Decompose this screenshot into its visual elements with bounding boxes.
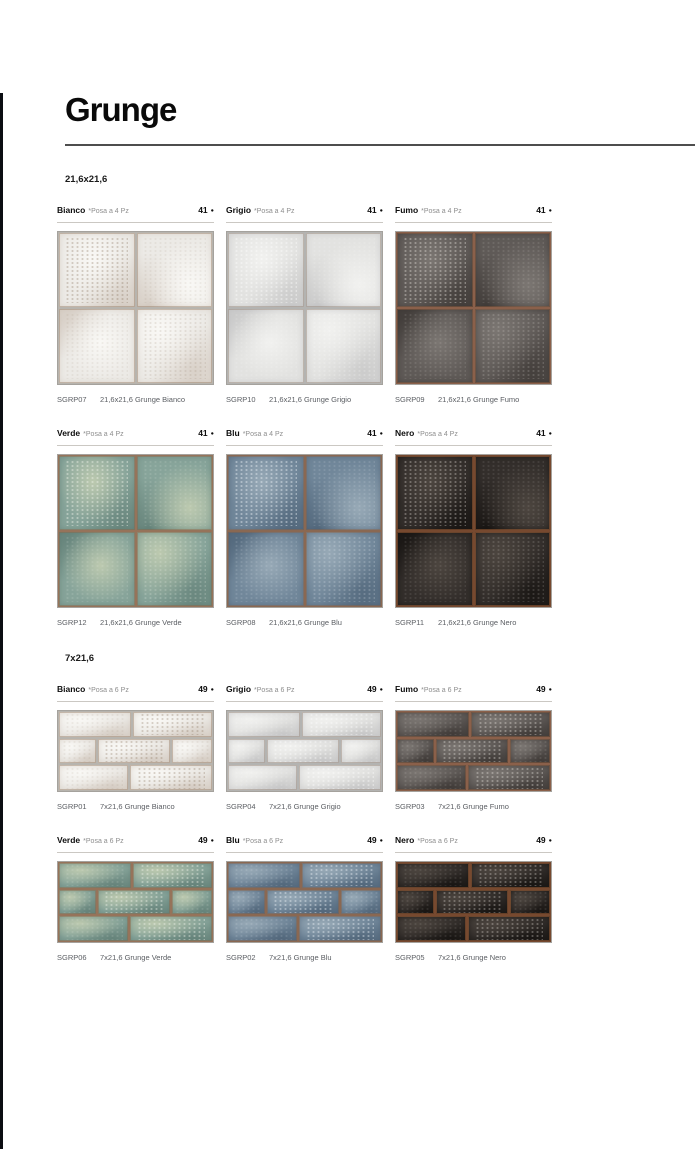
- product-grid-21x21: [57, 205, 552, 627]
- tile-swatch: [59, 456, 135, 530]
- product-description: 21,6x21,6 Grunge Verde: [100, 618, 182, 627]
- tile-swatch: [397, 309, 473, 383]
- filled-dot-icon: ●: [210, 431, 214, 437]
- brick: [98, 890, 170, 915]
- brick: [397, 739, 434, 764]
- product-packing-note: *Posa a 6 Pz: [417, 838, 458, 845]
- product-caption: [395, 395, 552, 404]
- product-packing-note: *Posa a 4 Pz: [421, 208, 462, 215]
- product-description: 21,6x21,6 Grunge Fumo: [438, 395, 520, 404]
- product-packing-note: *Posa a 4 Pz: [254, 208, 295, 215]
- tile-swatch: [137, 456, 213, 530]
- product-description: 7x21,6 Grunge Bianco: [100, 802, 175, 811]
- tile-swatch: [306, 309, 382, 383]
- product-price: 41: [367, 428, 377, 438]
- product-code: SGRP07: [57, 395, 87, 404]
- brick-row: [228, 916, 381, 941]
- product-packing-note: *Posa a 6 Pz: [88, 687, 129, 694]
- product-code: SGRP01: [57, 802, 87, 811]
- brick: [468, 916, 550, 941]
- brick: [172, 739, 212, 764]
- brick: [228, 863, 300, 888]
- tile-swatch: [137, 309, 213, 383]
- brick-row: [228, 765, 381, 790]
- brick: [228, 739, 265, 764]
- product-color-name: Nero: [395, 835, 415, 845]
- brick: [228, 712, 300, 737]
- page-title: Grunge: [65, 91, 177, 128]
- tile-photo-blu-7x21: [226, 861, 383, 943]
- product-color-name: Fumo: [395, 684, 419, 694]
- product-price: 49: [367, 684, 377, 694]
- brick-row: [397, 916, 550, 941]
- product-packing-note: *Posa a 4 Pz: [242, 431, 284, 438]
- brick: [471, 863, 550, 888]
- tile-photo-verde-21x21: [57, 454, 214, 608]
- product-caption: [226, 802, 383, 811]
- brick: [228, 890, 265, 915]
- product-code: SGRP10: [226, 395, 256, 404]
- tile-photo-nero-7x21: [395, 861, 552, 943]
- product-code: SGRP03: [395, 802, 425, 811]
- product-description: 7x21,6 Grunge Verde: [100, 953, 172, 962]
- brick: [130, 765, 212, 790]
- tile-photo-grigio-21x21: [226, 231, 383, 385]
- product-code: SGRP06: [57, 953, 87, 962]
- brick: [130, 916, 212, 941]
- brick-row: [59, 712, 212, 737]
- filled-dot-icon: ●: [210, 208, 214, 214]
- product-price: 49: [198, 684, 208, 694]
- product-header: [226, 205, 383, 223]
- product-header: [57, 835, 214, 853]
- filled-dot-icon: ●: [210, 838, 214, 844]
- brick-row: [397, 890, 550, 915]
- tile-swatch: [306, 456, 382, 530]
- brick-row: [228, 739, 381, 764]
- product-price: 49: [367, 835, 377, 845]
- product-price: 41: [367, 205, 377, 215]
- brick: [228, 765, 297, 790]
- product-description: 21,6x21,6 Grunge Nero: [438, 618, 517, 627]
- tile-swatch: [397, 532, 473, 606]
- product-card-sgrp07: [57, 205, 214, 404]
- tile-photo-bianco-21x21: [57, 231, 214, 385]
- tile-swatch: [59, 309, 135, 383]
- tile-swatch: [228, 456, 304, 530]
- tile-swatch: [397, 233, 473, 307]
- brick: [133, 712, 212, 737]
- filled-dot-icon: ●: [379, 431, 383, 437]
- tile-photo-fumo-7x21: [395, 710, 552, 792]
- brick: [98, 739, 170, 764]
- product-color-name: Verde: [57, 428, 81, 438]
- product-color-name: Verde: [57, 835, 81, 845]
- filled-dot-icon: ●: [379, 838, 383, 844]
- product-price: 49: [536, 835, 546, 845]
- product-color-name: Blu: [226, 428, 240, 438]
- tile-photo-bianco-7x21: [57, 710, 214, 792]
- product-description: 7x21,6 Grunge Blu: [269, 953, 332, 962]
- tile-photo-fumo-21x21: [395, 231, 552, 385]
- product-grid-7x21: [57, 684, 552, 962]
- tile-swatch: [397, 456, 473, 530]
- brick-row: [59, 739, 212, 764]
- product-header: [395, 835, 552, 853]
- brick: [436, 739, 508, 764]
- product-packing-note: *Posa a 4 Pz: [417, 431, 458, 438]
- product-card-sgrp12: [57, 428, 214, 627]
- brick: [59, 863, 131, 888]
- brick: [59, 890, 96, 915]
- brick-row: [228, 863, 381, 888]
- brick: [341, 739, 381, 764]
- tile-swatch: [228, 309, 304, 383]
- brick: [302, 863, 381, 888]
- brick: [397, 916, 466, 941]
- product-card-sgrp10: [226, 205, 383, 404]
- brick: [510, 739, 550, 764]
- brick: [397, 863, 469, 888]
- product-color-name: Bianco: [57, 205, 86, 215]
- product-caption: [226, 395, 383, 404]
- filled-dot-icon: ●: [379, 208, 383, 214]
- product-header: [57, 205, 214, 223]
- brick: [397, 712, 469, 737]
- product-card-sgrp08: [226, 428, 383, 627]
- brick-row: [59, 890, 212, 915]
- product-code: SGRP05: [395, 953, 425, 962]
- product-card-sgrp03: [395, 684, 552, 811]
- tile-swatch: [59, 233, 135, 307]
- brick: [59, 765, 128, 790]
- brick: [267, 739, 339, 764]
- brick: [228, 916, 297, 941]
- product-card-sgrp09: [395, 205, 552, 404]
- product-packing-note: *Posa a 6 Pz: [421, 687, 462, 694]
- product-description: 7x21,6 Grunge Nero: [438, 953, 506, 962]
- product-caption: [226, 953, 383, 962]
- product-caption: [57, 953, 214, 962]
- product-code: SGRP11: [395, 618, 425, 627]
- product-price: 41: [536, 428, 546, 438]
- brick: [510, 890, 550, 915]
- product-description: 21,6x21,6 Grunge Grigio: [269, 395, 352, 404]
- product-caption: [57, 802, 214, 811]
- product-code: SGRP09: [395, 395, 425, 404]
- section-label-7x21: 7x21,6: [65, 653, 95, 664]
- brick-row: [397, 765, 550, 790]
- product-card-sgrp02: [226, 835, 383, 962]
- product-caption: [395, 953, 552, 962]
- product-price: 41: [198, 428, 208, 438]
- brick: [397, 765, 466, 790]
- brick-row: [228, 890, 381, 915]
- product-card-sgrp11: [395, 428, 552, 627]
- tile-swatch: [306, 532, 382, 606]
- tile-swatch: [137, 532, 213, 606]
- brick-row: [59, 916, 212, 941]
- product-packing-note: *Posa a 6 Pz: [83, 838, 124, 845]
- product-packing-note: *Posa a 6 Pz: [254, 687, 295, 694]
- filled-dot-icon: ●: [548, 687, 552, 693]
- tile-swatch: [475, 532, 551, 606]
- product-color-name: Grigio: [226, 684, 252, 694]
- tile-swatch: [59, 532, 135, 606]
- product-card-sgrp01: [57, 684, 214, 811]
- brick: [133, 863, 212, 888]
- product-card-sgrp05: [395, 835, 552, 962]
- product-header: [57, 684, 214, 702]
- tile-photo-blu-21x21: [226, 454, 383, 608]
- product-header: [226, 835, 383, 853]
- section-label-21x21: 21,6x21,6: [65, 174, 108, 185]
- product-color-name: Blu: [226, 835, 240, 845]
- brick: [59, 712, 131, 737]
- brick: [172, 890, 212, 915]
- tile-swatch: [475, 456, 551, 530]
- brick-row: [228, 712, 381, 737]
- product-caption: [395, 802, 552, 811]
- brick: [436, 890, 508, 915]
- product-header: [395, 428, 552, 446]
- product-header: [395, 205, 552, 223]
- brick: [397, 890, 434, 915]
- product-code: SGRP04: [226, 802, 256, 811]
- brick: [471, 712, 550, 737]
- brick-row: [397, 863, 550, 888]
- product-header: [226, 684, 383, 702]
- product-packing-note: *Posa a 4 Pz: [83, 431, 124, 438]
- brick: [299, 916, 381, 941]
- tile-photo-verde-7x21: [57, 861, 214, 943]
- product-packing-note: *Posa a 4 Pz: [88, 208, 129, 215]
- brick: [299, 765, 381, 790]
- catalog-page: [57, 93, 695, 962]
- product-description: 7x21,6 Grunge Fumo: [438, 802, 509, 811]
- brick-row: [59, 765, 212, 790]
- product-color-name: Fumo: [395, 205, 419, 215]
- product-price: 49: [536, 684, 546, 694]
- product-card-sgrp06: [57, 835, 214, 962]
- product-header: [226, 428, 383, 446]
- brick: [59, 916, 128, 941]
- page-left-edge-bar: [0, 93, 3, 1149]
- product-color-name: Nero: [395, 428, 415, 438]
- product-price: 49: [198, 835, 208, 845]
- brick: [468, 765, 550, 790]
- tile-swatch: [306, 233, 382, 307]
- title-divider: [65, 144, 695, 146]
- product-description: 21,6x21,6 Grunge Bianco: [100, 395, 186, 404]
- product-caption: [57, 395, 214, 404]
- filled-dot-icon: ●: [548, 431, 552, 437]
- tile-swatch: [228, 532, 304, 606]
- tile-swatch: [475, 233, 551, 307]
- product-description: 7x21,6 Grunge Grigio: [269, 802, 341, 811]
- filled-dot-icon: ●: [548, 208, 552, 214]
- tile-swatch: [475, 309, 551, 383]
- filled-dot-icon: ●: [379, 687, 383, 693]
- product-card-sgrp04: [226, 684, 383, 811]
- product-color-name: Bianco: [57, 684, 86, 694]
- product-code: SGRP12: [57, 618, 87, 627]
- filled-dot-icon: ●: [548, 838, 552, 844]
- product-packing-note: *Posa a 6 Pz: [242, 838, 284, 845]
- product-caption: [57, 618, 214, 627]
- tile-photo-nero-21x21: [395, 454, 552, 608]
- product-header: [57, 428, 214, 446]
- brick: [302, 712, 381, 737]
- product-code: SGRP02: [226, 953, 256, 962]
- brick: [341, 890, 381, 915]
- product-caption: [395, 618, 552, 627]
- product-price: 41: [536, 205, 546, 215]
- product-code: SGRP08: [226, 618, 256, 627]
- brick: [267, 890, 339, 915]
- tile-photo-grigio-7x21: [226, 710, 383, 792]
- brick-row: [397, 712, 550, 737]
- product-description: 21,6x21,6 Grunge Blu: [269, 618, 342, 627]
- tile-swatch: [228, 233, 304, 307]
- filled-dot-icon: ●: [210, 687, 214, 693]
- brick-row: [397, 739, 550, 764]
- product-caption: [226, 618, 383, 627]
- product-price: 41: [198, 205, 208, 215]
- product-header: [395, 684, 552, 702]
- brick-row: [59, 863, 212, 888]
- product-color-name: Grigio: [226, 205, 252, 215]
- brick: [59, 739, 96, 764]
- tile-swatch: [137, 233, 213, 307]
